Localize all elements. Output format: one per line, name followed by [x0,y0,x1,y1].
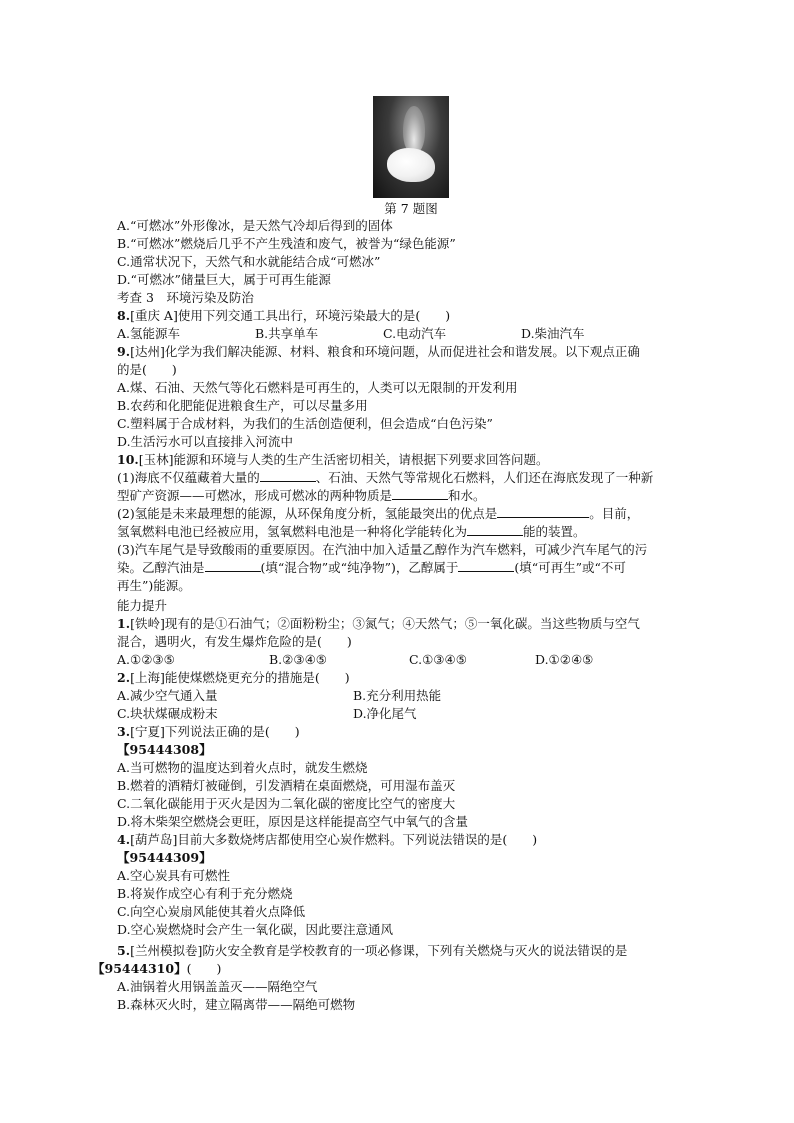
a2-option-d: D.净化尾气 [353,706,417,721]
a5-option-a: A.油锅着火用锅盖盖灭——隔绝空气 [117,979,318,994]
a4-option-a: A.空心炭具有可燃性 [117,868,231,883]
text-segment: 能的装置。 [523,524,586,539]
ice-shape [387,148,435,182]
section-heading: 考查 3 环境污染及防治 [117,290,254,305]
question-9-cont: 的是( ) [117,362,177,377]
question-code: 【95444308】 [117,742,212,757]
a5-option-b: B.森林灭火时，建立隔离带——隔绝可燃物 [117,997,356,1012]
q10-part1-line2 [117,487,486,505]
answer-blank[interactable] [458,559,514,572]
question-number: 8. [117,308,131,323]
text-segment: (填“混合物”或“纯净物”)，乙醇属于 [260,560,459,575]
a2-option-c: C.块状煤碾成粉末 [117,706,218,721]
question-number: 2. [117,670,131,685]
a2-option-a: A.减少空气通入量 [117,688,218,703]
q8-option-c: C.电动汽车 [383,326,447,341]
q7-option-c: C.通常状况下，天然气和水就能结合成“可燃冰” [117,254,381,269]
a3-option-b: B.燃着的酒精灯被碰倒，引发酒精在桌面燃烧，可用湿布盖灭 [117,778,456,793]
question-number: 1. [117,616,131,631]
q10-part2-line1 [117,505,639,523]
text-segment: (2)氢能是未来最理想的能源，从环保角度分析，氢能最突出的优点是 [117,506,498,521]
figure-caption: 第 7 题图 [384,201,438,216]
answer-blank[interactable] [467,523,523,536]
question-text: [上海]能使煤燃烧更充分的措施是( ) [130,670,350,685]
q10-part3-line2 [117,559,626,577]
text-segment: 型矿产资源——可燃冰，形成可燃冰的两种物质是 [117,488,393,503]
question-text: [兰州模拟卷]防火安全教育是学校教育的一项必修课，下列有关燃烧与灭火的说法错误的是 [130,943,628,958]
answer-blank[interactable] [497,505,589,518]
ability-question-2 [117,669,350,687]
q10-part3-line1: (3)汽车尾气是导致酸雨的重要原因。在汽油中加入适量乙醇作为汽车燃料，可减少汽车尾气的污 [117,542,648,557]
q10-part2-line2 [117,523,586,541]
text-segment: (填“可再生”或“不可 [514,560,626,575]
text-segment: 。目前， [589,506,640,521]
q9-option-c: C.塑料属于合成材料，为我们的生活创造便利，但会造成“白色污染” [117,416,493,431]
question-code: 【95444310】 [92,961,187,976]
q7-option-b: B.“可燃冰”燃烧后几乎不产生残渣和废气，被誉为“绿色能源” [117,236,456,251]
a1-option-a: A.①②③⑤ [117,652,175,667]
a3-option-c: C.二氧化碳能用于灭火是因为二氧化碳的密度比空气的密度大 [117,796,456,811]
question-number: 5. [117,943,131,958]
a2-option-b: B.充分利用热能 [353,688,442,703]
question-text: [玉林]能源和环境与人类的生产生活密切相关，请根据下列要求回答问题。 [138,452,549,467]
question-number: 4. [117,832,131,847]
ability-question-5-cont [92,960,221,978]
a1-option-c: C.①③④⑤ [409,652,467,667]
text-segment: (1)海底不仅蕴藏着大量的 [117,470,260,485]
ability-question-1-cont: 混合，遇明火，有发生爆炸危险的是( ) [117,634,352,649]
a3-option-a: A.当可燃物的温度达到着火点时，就发生燃烧 [117,760,368,775]
a1-option-d: D.①②④⑤ [535,652,594,667]
a4-option-d: D.空心炭燃烧时会产生一氧化碳，因此要注意通风 [117,922,394,937]
question-text: [宁夏]下列说法正确的是( ) [130,724,300,739]
a4-option-c: C.向空心炭扇风能使其着火点降低 [117,904,306,919]
q7-option-d: D.“可燃冰”储量巨大，属于可再生能源 [117,272,331,287]
a1-option-b: B.②③④⑤ [269,652,327,667]
ability-question-1 [117,615,640,633]
combustible-ice-photo [373,96,449,198]
q7-option-a: A.“可燃冰”外形像冰，是天然气冷却后得到的固体 [117,218,393,233]
q9-option-a: A.煤、石油、天然气等化石燃料是可再生的，人类可以无限制的开发利用 [117,380,518,395]
text-segment: 染。乙醇汽油是 [117,560,205,575]
q8-option-a: A.氢能源车 [117,326,181,341]
text-segment: 、石油、天然气等常规化石燃料，人们还在海底发现了一种新 [315,470,654,485]
question-number: 10. [117,452,139,467]
text-segment: 和水。 [448,488,486,503]
q8-option-d: D.柴油汽车 [521,326,585,341]
question-text: ( ) [186,961,222,976]
question-text: [重庆 A]使用下列交通工具出行，环境污染最大的是( ) [130,308,451,323]
question-text: [达州]化学为我们解决能源、材料、粮食和环境问题，从而促进社会和谐发展。以下观点正确 [130,344,640,359]
section-heading-ability: 能力提升 [117,598,168,613]
answer-blank[interactable] [205,559,261,572]
q8-option-b: B.共享单车 [255,326,319,341]
question-text: [铁岭]现有的是①石油气；②面粉粉尘；③氮气；④天然气；⑤一氧化碳。当这些物质与空气 [130,616,640,631]
flame-shape [403,106,425,154]
q10-part1-line1 [117,469,653,487]
q9-option-d: D.生活污水可以直接排入河流中 [117,434,294,449]
a3-option-d: D.将木柴架空燃烧会更旺，原因是这样能提高空气中氧气的含量 [117,814,469,829]
ability-question-3 [117,723,300,741]
question-8 [117,307,450,325]
question-code: 【95444309】 [117,850,212,865]
question-10 [117,451,549,469]
answer-blank[interactable] [260,469,316,482]
a4-option-b: B.将炭作成空心有利于充分燃烧 [117,886,293,901]
q10-part3-line3: 再生”)能源。 [117,578,191,593]
question-9 [117,343,640,361]
question-number: 3. [117,724,131,739]
question-number: 9. [117,344,131,359]
q9-option-b: B.农药和化肥能促进粮食生产，可以尽量多用 [117,398,368,413]
ability-question-5 [117,942,627,960]
answer-blank[interactable] [392,487,448,500]
ability-question-4 [117,831,537,849]
text-segment: 氢氧燃料电池已经被应用，氢氧燃料电池是一种将化学能转化为 [117,524,468,539]
question-text: [葫芦岛]目前大多数烧烤店都使用空心炭作燃料。下列说法错误的是( ) [130,832,538,847]
